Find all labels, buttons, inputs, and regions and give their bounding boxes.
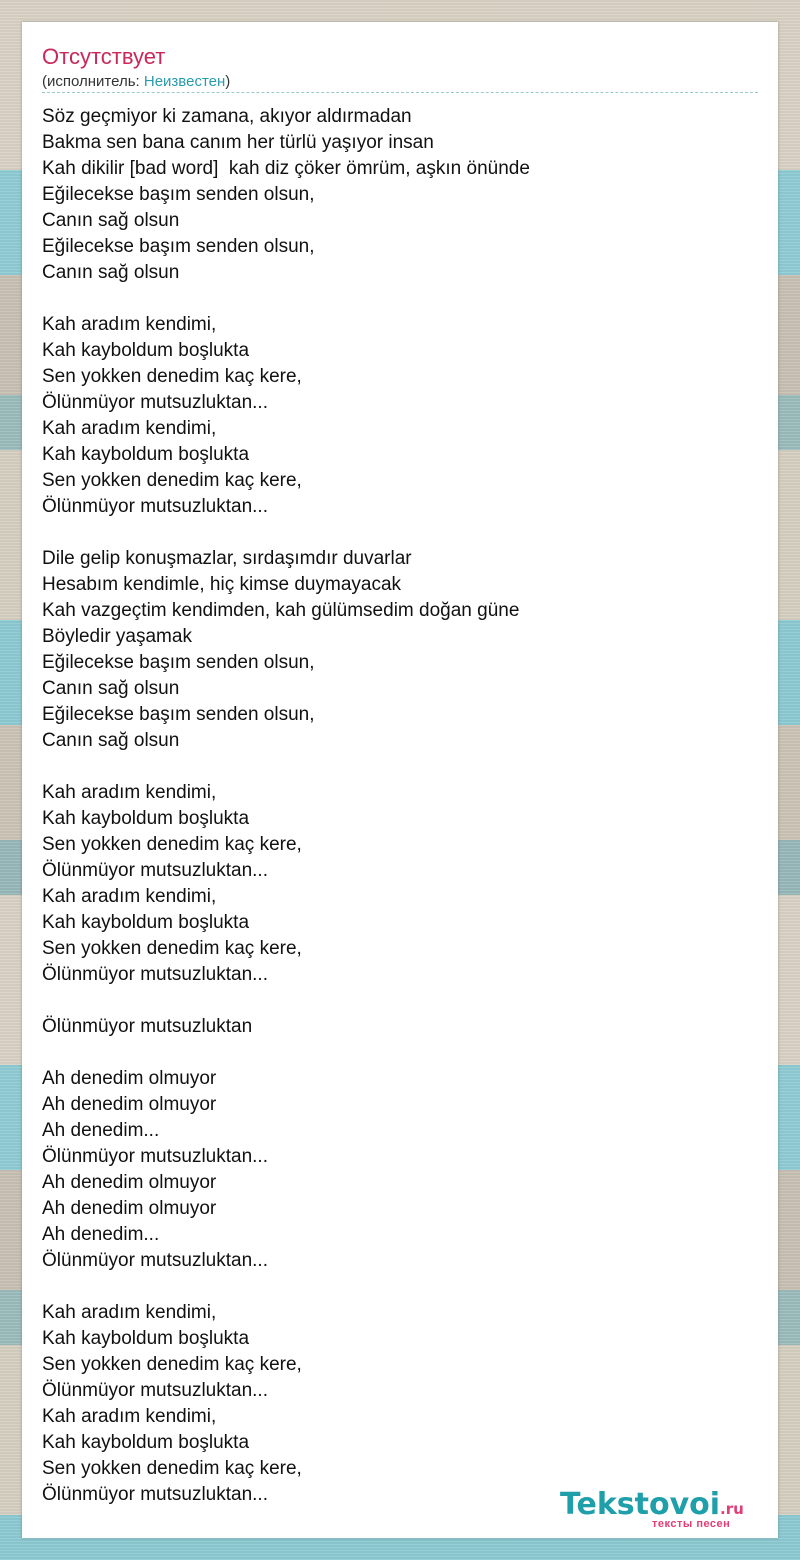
- site-logo[interactable]: [560, 1488, 770, 1532]
- lyric-blank-line: [42, 754, 758, 780]
- lyric-line: Sen yokken denedim kaç kere,: [42, 834, 302, 855]
- lyric-line: Sen yokken denedim kaç kere,: [42, 366, 302, 387]
- lyric-line: Ölünmüyor mutsuzluktan: [42, 1016, 253, 1037]
- lyric-line: Ölünmüyor mutsuzluktan...: [42, 392, 268, 413]
- lyric-line: Ah denedim olmuyor: [42, 1198, 217, 1219]
- lyric-line: Ölünmüyor mutsuzluktan...: [42, 1250, 268, 1271]
- artist-suffix: ): [225, 73, 231, 90]
- song-title: Отсутствует: [42, 44, 166, 69]
- logo-tagline: тексты песен: [652, 1518, 731, 1530]
- lyric-line: Eğilecekse başım senden olsun,: [42, 184, 315, 205]
- artist-link[interactable]: Неизвестен: [143, 73, 226, 90]
- lyric-blank-line: [42, 988, 758, 1014]
- lyric-line: Kah aradım kendimi,: [42, 782, 217, 803]
- lyric-blank-line: [42, 1040, 758, 1066]
- lyric-line: Dile gelip konuşmazlar, sırdaşımdır duvarlar: [42, 548, 412, 569]
- lyric-line: Ölünmüyor mutsuzluktan...: [42, 964, 268, 985]
- lyric-line: Kah aradım kendimi,: [42, 1302, 217, 1323]
- lyric-line: Eğilecekse başım senden olsun,: [42, 236, 315, 257]
- lyric-line: Kah kayboldum boşlukta: [42, 912, 250, 933]
- header-divider: [42, 92, 758, 93]
- lyric-line: Kah kayboldum boşlukta: [42, 340, 250, 361]
- lyric-line: Ölünmüyor mutsuzluktan...: [42, 860, 268, 881]
- lyric-line: Kah kayboldum boşlukta: [42, 444, 250, 465]
- lyric-line: Söz geçmiyor ki zamana, akıyor aldırmadan: [42, 106, 412, 127]
- artist-line: [42, 73, 230, 91]
- lyric-line: Canın sağ olsun: [42, 678, 180, 699]
- lyric-line: Kah vazgeçtim kendimden, kah gülümsedim doğan güne: [42, 600, 520, 621]
- lyric-line: Bakma sen bana canım her türlü yaşıyor insan: [42, 132, 434, 153]
- lyric-line: Kah kayboldum boşlukta: [42, 1328, 250, 1349]
- lyric-line: Kah aradım kendimi,: [42, 886, 217, 907]
- lyric-line: Sen yokken denedim kaç kere,: [42, 1354, 302, 1375]
- lyric-line: Hesabım kendimle, hiç kimse duymayacak: [42, 574, 402, 595]
- lyric-line: Ah denedim olmuyor: [42, 1094, 217, 1115]
- lyric-line: Sen yokken denedim kaç kere,: [42, 1458, 302, 1479]
- lyric-line: Canın sağ olsun: [42, 262, 180, 283]
- logo-name: Tekstovoi: [560, 1487, 721, 1522]
- lyric-line: Kah aradım kendimi,: [42, 1406, 217, 1427]
- lyric-line: Kah aradım kendimi,: [42, 418, 217, 439]
- artist-prefix: (исполнитель:: [42, 73, 144, 90]
- lyric-line: Eğilecekse başım senden olsun,: [42, 704, 315, 725]
- lyric-line: Böyledir yaşamak: [42, 626, 192, 647]
- lyric-line: Ölünmüyor mutsuzluktan...: [42, 1146, 268, 1167]
- logo-tld: .ru: [720, 1500, 744, 1518]
- lyric-line: Sen yokken denedim kaç kere,: [42, 938, 302, 959]
- lyric-line: Ah denedim olmuyor: [42, 1172, 217, 1193]
- lyric-line: Ah denedim...: [42, 1120, 160, 1141]
- lyric-blank-line: [42, 520, 758, 546]
- lyrics-card: [22, 22, 778, 1538]
- lyric-blank-line: [42, 286, 758, 312]
- lyric-line: Ölünmüyor mutsuzluktan...: [42, 1484, 268, 1505]
- lyric-line: Kah dikilir [bad word] kah diz çöker ömrüm, aşkın önünde: [42, 158, 530, 179]
- lyric-line: Ah denedim...: [42, 1224, 160, 1245]
- lyric-line: Canın sağ olsun: [42, 730, 180, 751]
- lyric-line: Kah kayboldum boşlukta: [42, 808, 250, 829]
- lyric-line: Ölünmüyor mutsuzluktan...: [42, 1380, 268, 1401]
- lyric-line: Ah denedim olmuyor: [42, 1068, 217, 1089]
- lyric-line: Kah kayboldum boşlukta: [42, 1432, 250, 1453]
- lyric-blank-line: [42, 1274, 758, 1300]
- lyric-line: Kah aradım kendimi,: [42, 314, 217, 335]
- lyric-line: Canın sağ olsun: [42, 210, 180, 231]
- lyric-line: Sen yokken denedim kaç kere,: [42, 470, 302, 491]
- lyrics-text: [42, 104, 758, 1508]
- lyric-line: Eğilecekse başım senden olsun,: [42, 652, 315, 673]
- lyric-line: Ölünmüyor mutsuzluktan...: [42, 496, 268, 517]
